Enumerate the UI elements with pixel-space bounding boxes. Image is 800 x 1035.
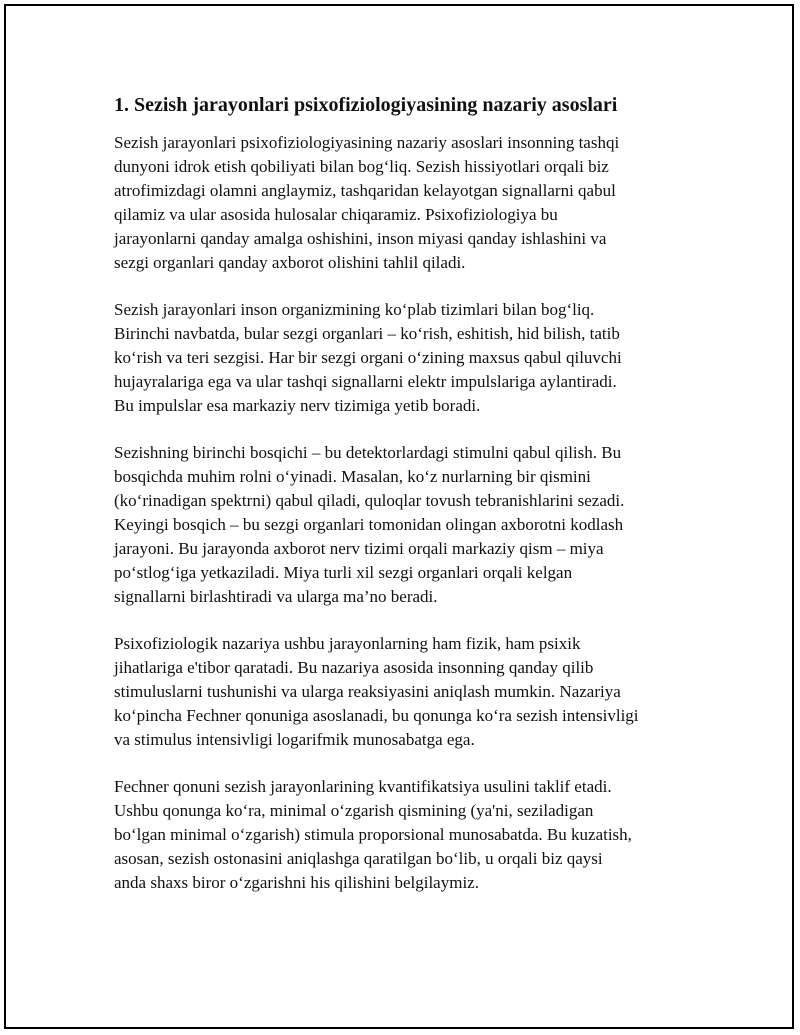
- text-line: ko‘rish va teri sezgisi. Har bir sezgi organi o‘zining maxsus qabul qiluvchi: [114, 348, 622, 367]
- text-line: Sezish jarayonlari psixofiziologiyasining nazariy asoslari insonning tashqi: [114, 133, 620, 152]
- paragraph-1: [114, 131, 704, 275]
- text-line: jarayoni. Bu jarayonda axborot nerv tizimi orqali markaziy qism – miya: [114, 539, 604, 558]
- text-line: Ushbu qonunga ko‘ra, minimal o‘zgarish qismining (ya'ni, seziladigan: [114, 801, 594, 820]
- text-line: anda shaxs biror o‘zgarishni his qilishini belgilaymiz.: [114, 873, 479, 892]
- document-body: [114, 92, 704, 918]
- text-line: stimuluslarni tushunishi va ularga reaksiyasini aniqlash mumkin. Nazariya: [114, 682, 621, 701]
- text-line: ko‘pincha Fechner qonuniga asoslanadi, bu qonunga ko‘ra sezish intensivligi: [114, 706, 639, 725]
- text-line: Bu impulslar esa markaziy nerv tizimiga yetib boradi.: [114, 396, 481, 415]
- text-line: asosan, sezish ostonasini aniqlashga qaratilgan bo‘lib, u orqali biz qaysi: [114, 849, 603, 868]
- text-line: hujayralariga ega va ular tashqi signallarni elektr impulslariga aylantiradi.: [114, 372, 617, 391]
- text-line: qilamiz va ular asosida hulosalar chiqaramiz. Psixofiziologiya bu: [114, 205, 558, 224]
- text-line: atrofimizdagi olamni anglaymiz, tashqaridan kelayotgan signallarni qabul: [114, 181, 616, 200]
- text-line: Psixofiziologik nazariya ushbu jarayonlarning ham fizik, ham psixik: [114, 634, 581, 653]
- document-title: 1. Sezish jarayonlari psixofiziologiyasining nazariy asoslari: [114, 94, 618, 116]
- text-line: jihatlariga e'tibor qaratadi. Bu nazariya asosida insonning qanday qilib: [114, 658, 594, 677]
- paragraph-2: [114, 298, 704, 418]
- text-line: Sezish jarayonlari inson organizmining ko‘plab tizimlari bilan bog‘liq.: [114, 300, 595, 319]
- text-line: bo‘lgan minimal o‘zgarish) stimula proporsional munosabatda. Bu kuzatish,: [114, 825, 632, 844]
- paragraph-3: [114, 441, 704, 609]
- text-line: Fechner qonuni sezish jarayonlarining kvantifikatsiya usulini taklif etadi.: [114, 777, 612, 796]
- text-line: Sezishning birinchi bosqichi – bu detektorlardagi stimulni qabul qilish. Bu: [114, 443, 622, 462]
- paragraph-4: [114, 632, 704, 752]
- text-line: sezgi organlari qanday axborot olishini tahlil qiladi.: [114, 253, 466, 272]
- text-line: (ko‘rinadigan spektrni) qabul qiladi, quloqlar tovush tebranishlarini sezadi.: [114, 491, 625, 510]
- text-line: jarayonlarni qanday amalga oshishini, inson miyasi qanday ishlashini va: [114, 229, 607, 248]
- text-line: Birinchi navbatda, bular sezgi organlari – ko‘rish, eshitish, hid bilish, tatib: [114, 324, 620, 343]
- paragraph-5: [114, 775, 704, 895]
- text-line: bosqichda muhim rolni o‘yinadi. Masalan, ko‘z nurlarning bir qismini: [114, 467, 591, 486]
- text-line: signallarni birlashtiradi va ularga ma’no beradi.: [114, 587, 438, 606]
- text-line: va stimulus intensivligi logarifmik munosabatga ega.: [114, 730, 475, 749]
- text-line: po‘stlog‘iga yetkaziladi. Miya turli xil sezgi organlari orqali kelgan: [114, 563, 573, 582]
- text-line: Keyingi bosqich – bu sezgi organlari tomonidan olingan axborotni kodlash: [114, 515, 624, 534]
- text-line: dunyoni idrok etish qobiliyati bilan bog‘liq. Sezish hissiyotlari orqali biz: [114, 157, 609, 176]
